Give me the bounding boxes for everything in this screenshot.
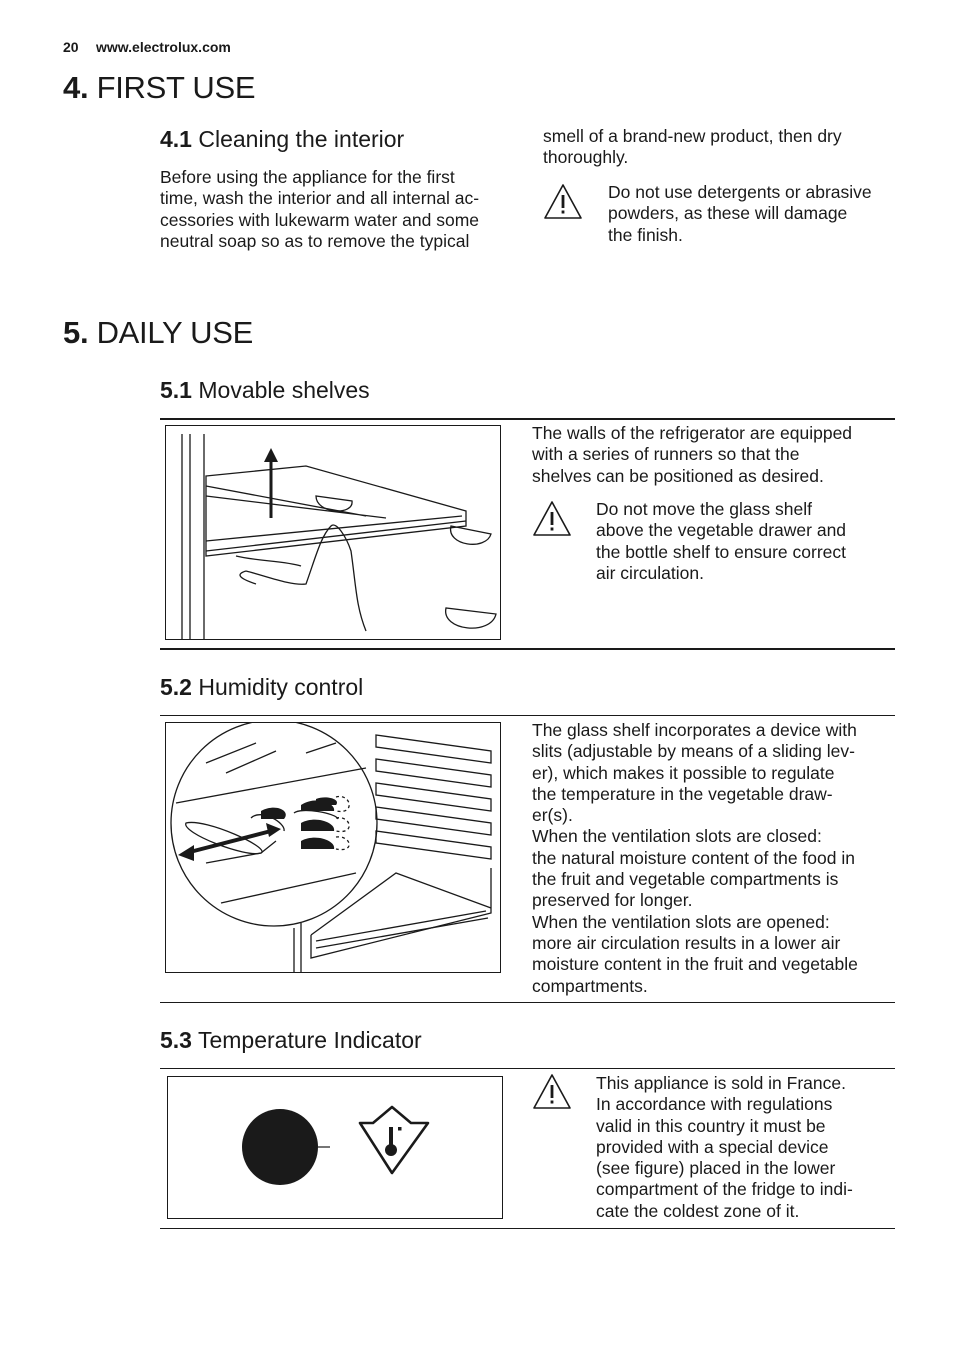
text-line: the fruit and vegetable compartments is [532, 869, 839, 890]
cleaning-text-continued [543, 126, 903, 169]
text-line: In accordance with regulations [596, 1094, 833, 1115]
subsection-4-1-heading [160, 126, 404, 153]
text-line: compartments. [532, 975, 648, 996]
text-line: compartment of the fridge to indi- [596, 1179, 853, 1200]
text-line: the bottle shelf to ensure correct [596, 541, 846, 562]
text-line: (see figure) placed in the lower [596, 1158, 836, 1179]
website-url[interactable]: www.electrolux.com [96, 39, 231, 55]
humidity-text [532, 720, 897, 997]
text-line: powders, as these will damage [608, 203, 848, 224]
table-rule [160, 1002, 895, 1003]
text-line: above the vegetable drawer and [596, 520, 847, 541]
thermometer-symbol-icon [360, 1107, 428, 1173]
text-line: smell of a brand-new product, then dry [543, 126, 842, 146]
section-4-heading [63, 70, 255, 106]
text-line: The walls of the refrigerator are equipped [532, 423, 853, 443]
text-line: the natural moisture content of the food in [532, 847, 855, 868]
text-line: preserved for longer. [532, 890, 693, 911]
text-line: valid in this country it must be [596, 1115, 826, 1136]
table-rule [160, 1068, 895, 1069]
text-line: shelves can be positioned as desired. [532, 465, 824, 486]
text-line: air circulation. [596, 562, 704, 583]
cleaning-text [160, 167, 520, 252]
indicator-disc [242, 1109, 318, 1185]
text-line: the finish. [608, 224, 683, 245]
warning-icon [532, 500, 572, 537]
text-line: er(s). [532, 805, 573, 826]
humidity-control-figure [165, 722, 501, 973]
text-line: slits (adjustable by means of a sliding lev- [532, 741, 855, 762]
text-line: When the ventilation slots are opened: [532, 911, 830, 932]
warning-icon [532, 1073, 572, 1110]
subsection-5-3-heading [160, 1027, 422, 1054]
subsection-5-2-heading [160, 674, 363, 701]
subsection-number: 5.3 [160, 1027, 192, 1053]
text-line: When the ventilation slots are closed: [532, 826, 822, 847]
text-line: cessories with lukewarm water and some [160, 209, 480, 230]
table-rule [160, 1228, 895, 1229]
text-line: more air circulation results in a lower air [532, 932, 841, 953]
text-line: thoroughly. [543, 147, 629, 168]
text-line: cate the coldest zone of it. [596, 1200, 800, 1221]
subsection-number: 5.2 [160, 674, 192, 700]
text-line: neutral soap so as to remove the typical [160, 230, 470, 251]
warning-icon [543, 183, 583, 220]
subsection-title: Movable shelves [198, 377, 370, 403]
section-number: 5. [63, 315, 89, 350]
section-5-heading [63, 315, 253, 351]
table-rule [160, 648, 895, 650]
page-number: 20 [63, 39, 79, 55]
subsection-number: 4.1 [160, 126, 192, 152]
shelf-illustration [166, 426, 500, 639]
movable-shelf-figure [165, 425, 501, 640]
subsection-title: Temperature Indicator [197, 1027, 422, 1053]
text-line: time, wash the interior and all internal ac- [160, 188, 480, 209]
humidity-illustration [166, 723, 500, 972]
text-line: er), which makes it possible to regulate [532, 762, 835, 783]
section-number: 4. [63, 70, 89, 105]
subsection-5-1-heading [160, 377, 370, 404]
temperature-indicator-figure [167, 1076, 503, 1219]
subsection-number: 5.1 [160, 377, 192, 403]
temperature-warning [596, 1073, 896, 1222]
section-title: DAILY USE [96, 315, 253, 350]
subsection-title: Cleaning the interior [198, 126, 405, 152]
subsection-title: Humidity control [198, 674, 364, 700]
text-line: with a series of runners so that the [532, 444, 800, 465]
text-line: moisture content in the fruit and vegetable [532, 954, 858, 975]
shelves-warning [596, 499, 896, 584]
section-title: FIRST USE [96, 70, 256, 105]
text-line: provided with a special device [596, 1136, 829, 1157]
temperature-indicator-illustration [168, 1077, 502, 1218]
cleaning-warning [608, 182, 908, 246]
text-line: The glass shelf incorporates a device with [532, 720, 857, 740]
shelves-text [532, 423, 897, 487]
table-rule [160, 418, 895, 420]
text-line: the temperature in the vegetable draw- [532, 783, 833, 804]
text-line: Before using the appliance for the first [160, 167, 455, 187]
text-line: This appliance is sold in France. [596, 1073, 846, 1093]
table-rule [160, 715, 895, 716]
text-line: Do not use detergents or abrasive [608, 182, 872, 202]
text-line: Do not move the glass shelf [596, 499, 812, 519]
